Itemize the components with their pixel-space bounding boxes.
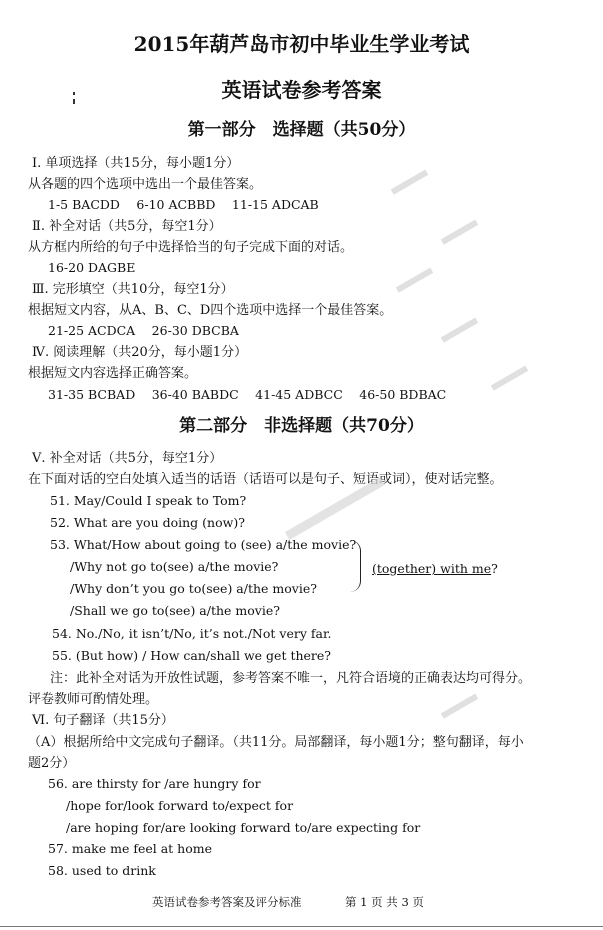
note-line2: 评卷教师可酌情处理。 bbox=[28, 692, 159, 707]
watermark-stamp bbox=[439, 315, 481, 347]
section4-instruction: 根据短文内容选择正确答案。 bbox=[28, 366, 198, 381]
section4-answers: 31-35 BCBAD 36-40 BABDC 41-45 ADBCC 46-50 BDBAC bbox=[48, 387, 447, 402]
answer-53-qmark: ? bbox=[491, 561, 498, 576]
answer-55: 55. (But how) / How can/shall we get there? bbox=[52, 648, 331, 663]
section2-title: Ⅱ. 补全对话（共5分，每空1分） bbox=[32, 219, 222, 234]
answer-53-with-me: (together) with me bbox=[372, 561, 492, 576]
section4-title: Ⅳ. 阅读理解（共20分，每小题1分） bbox=[32, 345, 248, 360]
section3-instruction: 根据短文内容，从A、B、C、D四个选项中选择一个最佳答案。 bbox=[28, 303, 393, 318]
answer-56-line1: 56. are thirsty for /are hungry for bbox=[48, 776, 261, 791]
part1-heading: 第一部分 选择题（共50分） bbox=[187, 120, 416, 140]
section1-answers: 1-5 BACDD 6-10 ACBBD 11-15 ADCAB bbox=[48, 197, 319, 212]
answer-52: 52. What are you doing (now)? bbox=[50, 515, 245, 530]
answer-53-line2: /Why not go to(see) a/the movie? bbox=[70, 559, 279, 574]
section5-title: Ⅴ. 补全对话（共5分，每空1分） bbox=[32, 451, 223, 466]
answer-58: 58. used to drink bbox=[48, 863, 156, 878]
section6-title: Ⅵ. 句子翻译（共15分） bbox=[32, 713, 174, 728]
section2-instruction: 从方框内所给的句子中选择恰当的句子完成下面的对话。 bbox=[28, 240, 354, 255]
document-title: 英语试卷参考答案 bbox=[221, 78, 382, 102]
answer-51: 51. May/Could I speak to Tom? bbox=[50, 493, 247, 508]
footer-doc-name: 英语试卷参考答案及评分标准 bbox=[152, 895, 302, 909]
answer-53-suffix bbox=[372, 563, 498, 576]
scan-speck bbox=[72, 92, 76, 106]
watermark-stamp bbox=[439, 691, 481, 723]
section2-answers: 16-20 DAGBE bbox=[48, 260, 136, 275]
answer-56-line2: /hope for/look forward to/expect for bbox=[66, 798, 294, 813]
footer-page-info: 第 1 页 共 3 页 bbox=[345, 895, 424, 909]
watermark-stamp bbox=[439, 217, 481, 249]
answer-56-line3: /are hoping for/are looking forward to/are expecting for bbox=[66, 820, 421, 835]
section6-sub-a-line2: 题2分） bbox=[28, 756, 76, 771]
answer-53-line3: /Why don’t you go to(see) a/the movie? bbox=[70, 581, 317, 596]
answer-53-line4: /Shall we go to(see) a/the movie? bbox=[70, 603, 280, 618]
answer-57: 57. make me feel at home bbox=[48, 841, 212, 856]
watermark-stamp bbox=[489, 363, 531, 395]
bottom-rule bbox=[0, 926, 603, 927]
exam-title: 2015年葫芦岛市初中毕业生学业考试 bbox=[133, 32, 470, 56]
answer-53-line1: 53. What/How about going to (see) a/the movie? bbox=[50, 537, 357, 552]
section6-sub-a-line1: （A）根据所给中文完成句子翻译。（共11分。局部翻译，每小题1分；整句翻译，每小 bbox=[28, 735, 524, 750]
part2-heading: 第二部分 非选择题（共70分） bbox=[179, 416, 424, 436]
section1-title: Ⅰ. 单项选择（共15分，每小题1分） bbox=[32, 156, 240, 171]
alternatives-brace bbox=[350, 540, 361, 592]
section1-instruction: 从各题的四个选项中选出一个最佳答案。 bbox=[28, 177, 263, 192]
answer-54: 54. No./No, it isn’t/No, it’s not./Not very far. bbox=[52, 626, 332, 641]
watermark-stamp bbox=[389, 167, 431, 199]
section3-answers: 21-25 ACDCA 26-30 DBCBA bbox=[48, 323, 239, 338]
section3-title: Ⅲ. 完形填空（共10分，每空1分） bbox=[32, 282, 234, 297]
note-line1: 注：此补全对话为开放性试题，参考答案不唯一，凡符合语境的正确表达均可得分。 bbox=[50, 671, 532, 686]
section5-instruction: 在下面对话的空白处填入适当的话语（话语可以是句子、短语或词），使对话完整。 bbox=[28, 472, 503, 487]
watermark-stamp bbox=[394, 265, 436, 297]
